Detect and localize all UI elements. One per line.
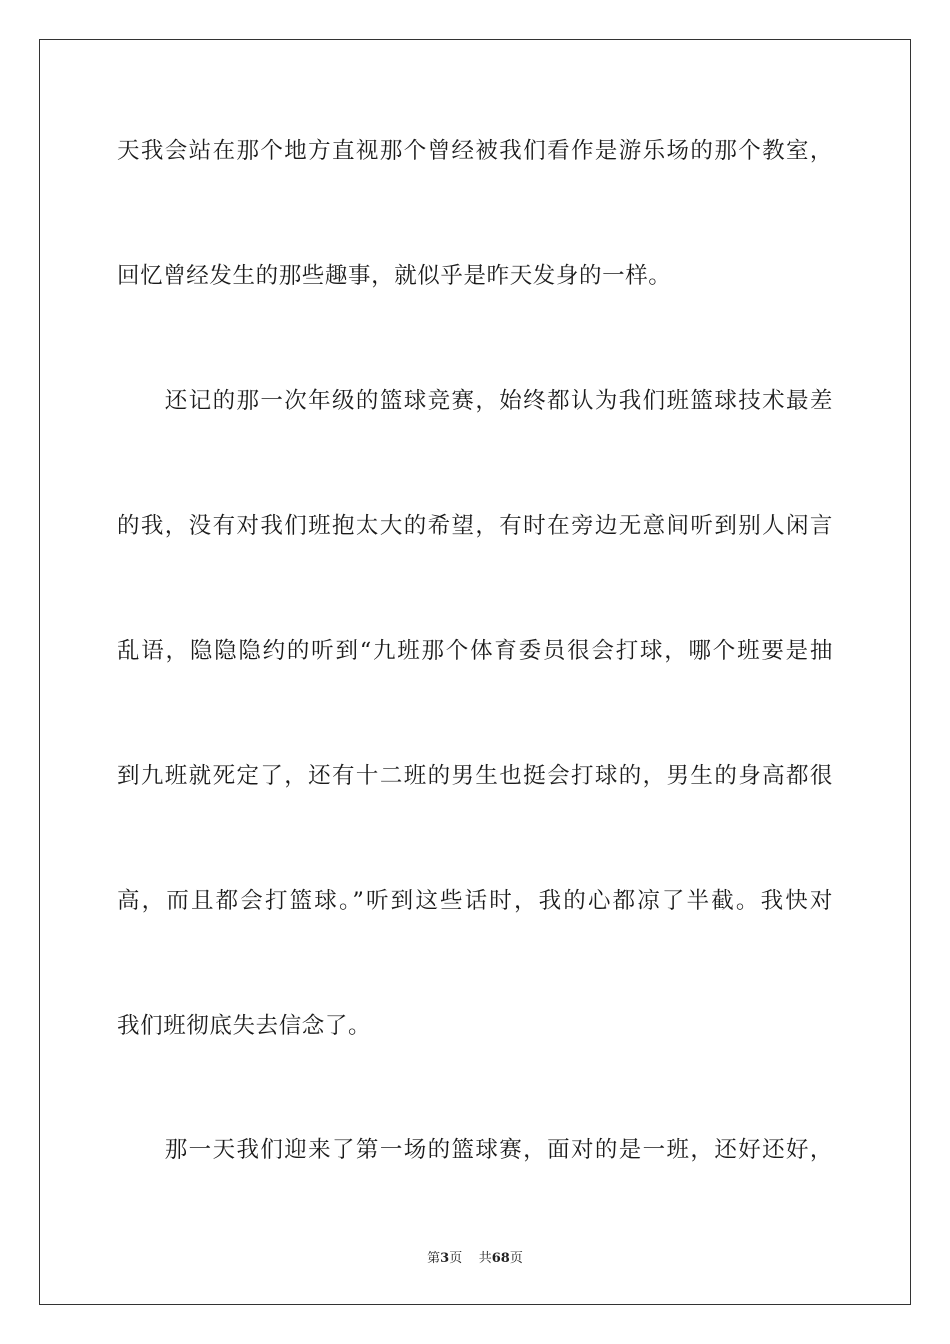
- footer-page-suffix: 页: [449, 1251, 463, 1266]
- footer-page-number: 3: [440, 1251, 450, 1266]
- page-border: [39, 39, 911, 1305]
- footer-total-prefix: 共: [478, 1251, 492, 1266]
- text-line: 的我，没有对我们班抱太大的希望，有时在旁边无意间听到别人闲言: [117, 513, 833, 539]
- text-line: 我们班彻底失去信念了。: [117, 1013, 372, 1039]
- footer-total-suffix: 页: [509, 1251, 523, 1266]
- page-footer: [0, 1247, 950, 1266]
- text-line: 高，而且都会打篮球。”听到这些话时，我的心都凉了半截。我快对: [117, 888, 833, 914]
- text-line: 回忆曾经发生的那些趣事，就似乎是昨天发身的一样。: [117, 263, 672, 289]
- text-line: 到九班就死定了，还有十二班的男生也挺会打球的，男生的身高都很: [117, 763, 833, 789]
- text-line: 还记的那一次年级的篮球竞赛，始终都认为我们班篮球技术最差: [117, 388, 833, 414]
- text-line: 天我会站在那个地方直视那个曾经被我们看作是游乐场的那个教室，: [117, 138, 833, 164]
- text-line: 那一天我们迎来了第一场的篮球赛，面对的是一班，还好还好，: [117, 1137, 833, 1163]
- text-line: 乱语，隐隐隐约的听到“九班那个体育委员很会打球，哪个班要是抽: [117, 638, 833, 664]
- footer-page-prefix: 第: [427, 1251, 441, 1266]
- footer-total-pages: 68: [491, 1251, 510, 1266]
